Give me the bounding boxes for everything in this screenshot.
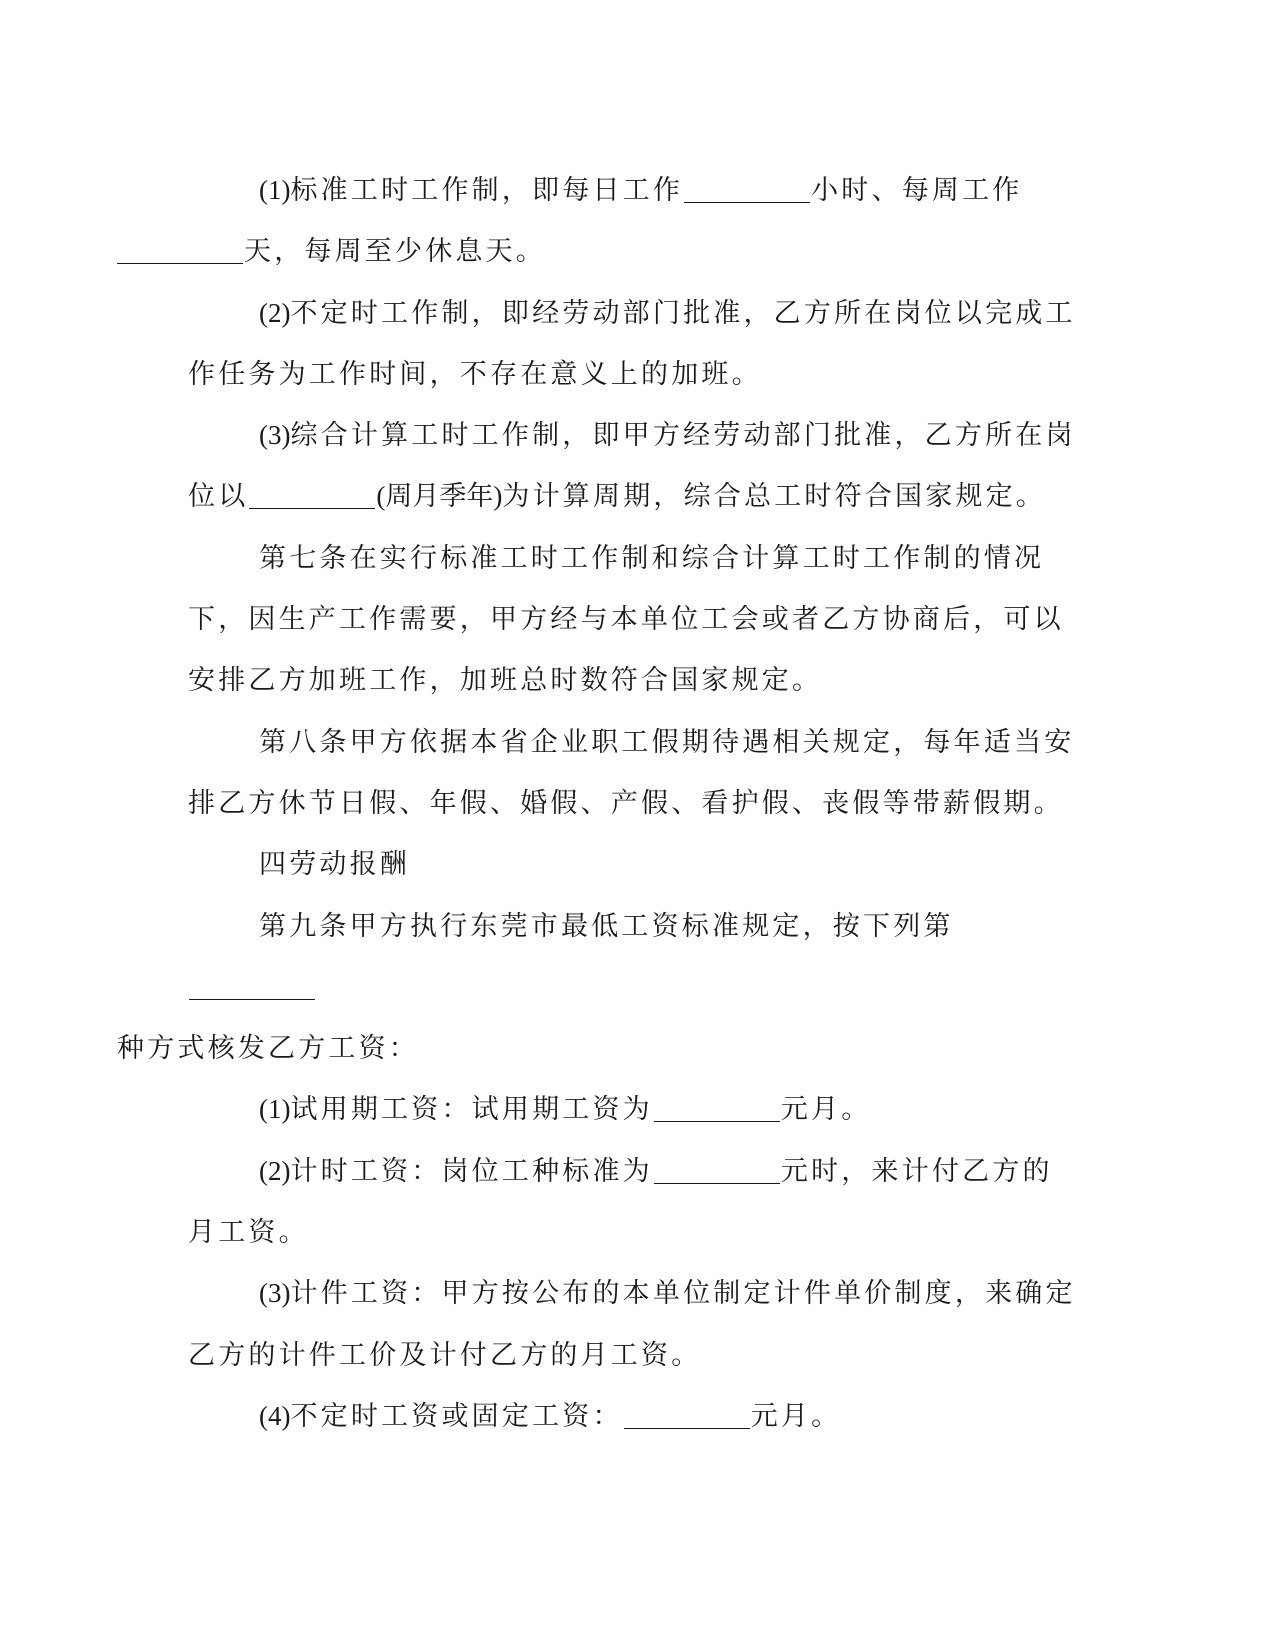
article-8: 第八条甲方依据本省企业职工假期待遇相关规定，每年适当安排乙方休节日假、年假、婚假、产假、看护假、丧假等带薪假期。 xyxy=(188,726,1075,819)
fill-blank-fixed-wage xyxy=(624,1398,750,1429)
wage-fixed: (4)不定时工资或固定工资： 元月。 xyxy=(188,1386,1078,1447)
article-7: 第七条在实行标准工时工作制和综合计算工时工作制的情况下，因生产工作需要，甲方经与本单位工会或者乙方协商后，可以安排乙方加班工作，加班总时数符合国家规定。 xyxy=(188,542,1064,697)
wage-probation: (1)试用期工资：试用期工资为 元月。 xyxy=(188,1079,1078,1140)
paragraph-flexible-hours: (2)不定时工作制，即经劳动部门批准，乙方所在岗位以完成工作任务为工作时间，不存在意义上的加班。 xyxy=(188,297,1076,390)
item-number: (1) xyxy=(259,175,291,205)
document-body xyxy=(117,160,1078,1447)
wage-hourly: (2)计时工资：岗位工种标准为 元时，来计付乙方的月工资。 xyxy=(188,1141,1078,1264)
paragraph-standard-hours: (1)标准工时工作制，即每日工作 小时、每周工作 天，每周至少休息天。 xyxy=(188,160,1078,283)
paragraph-comprehensive-hours: (3)综合计算工时工作制，即甲方经劳动部门批准，乙方所在岗位以 (周月季年)为计算周期，综合总工时符合国家规定。 xyxy=(188,420,1076,513)
fill-blank-method xyxy=(189,969,315,1000)
fill-blank-probation-wage xyxy=(654,1091,780,1122)
fill-blank-weekly-days xyxy=(117,233,243,264)
fill-blank-period xyxy=(249,478,375,509)
section-heading-remuneration: 四劳动报酬 xyxy=(259,849,410,881)
fill-blank-hourly-rate xyxy=(654,1153,780,1184)
fill-blank-daily-hours xyxy=(684,172,810,203)
wage-piecework: (3)计件工资：甲方按公布的本单位制定计件单价制度，来确定乙方的计件工价及计付乙方的月工资。 xyxy=(188,1278,1076,1371)
article-9: 第九条甲方执行东莞市最低工资标准规定，按下列第 种方式核发乙方工资： xyxy=(117,910,954,1065)
